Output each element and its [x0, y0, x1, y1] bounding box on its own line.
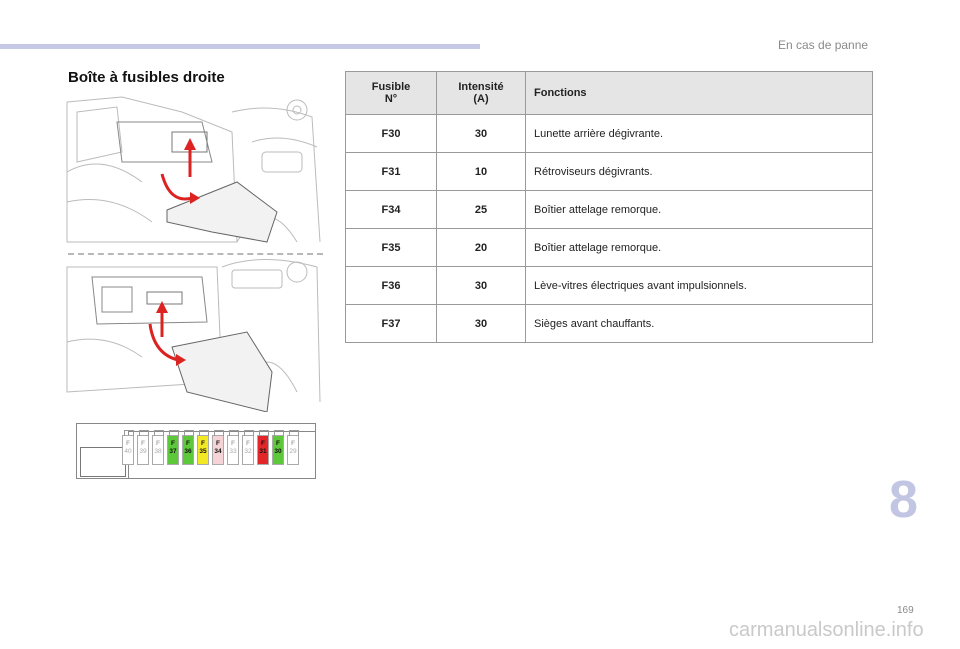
- fuse-label: 30: [274, 448, 282, 455]
- fuse-label: 37: [169, 448, 177, 455]
- relay-box: [80, 447, 126, 477]
- fuse-f31: [257, 435, 269, 465]
- fuse-cap: [139, 430, 149, 436]
- fuse-prefix: F: [276, 440, 280, 447]
- table-row: [346, 267, 873, 305]
- fuse-cap: [289, 430, 299, 436]
- chapter-number: 8: [889, 471, 918, 529]
- fuse-prefix: F: [171, 440, 175, 447]
- header-intensity: [437, 72, 526, 115]
- fuse-f40: [122, 435, 134, 465]
- table-row: [346, 229, 873, 267]
- fuse-function: Lunette arrière dégivrante.: [526, 115, 873, 153]
- fuse-cap: [154, 430, 164, 436]
- fuse-function: Lève-vitres électriques avant impulsionnels.: [526, 267, 873, 305]
- fuse-cap: [124, 430, 134, 436]
- header-functions: [526, 72, 873, 115]
- fuse-function: Rétroviseurs dégivrants.: [526, 153, 873, 191]
- header-fuse: [346, 72, 437, 115]
- table-row: [346, 115, 873, 153]
- fuse-f34: [212, 435, 224, 465]
- fuse-f37: [167, 435, 179, 465]
- fuse-f30: [272, 435, 284, 465]
- fuse-number: F31: [346, 153, 437, 191]
- fuse-f32: [242, 435, 254, 465]
- fuse-cap: [229, 430, 239, 436]
- header-intensity-label: Intensité (A): [458, 81, 504, 105]
- fuse-amperage: 25: [437, 191, 526, 229]
- header-functions-label: Fonctions: [534, 87, 587, 99]
- fuse-label: 32: [244, 448, 252, 455]
- fuse-row: [122, 435, 299, 465]
- fuse-number: F36: [346, 267, 437, 305]
- fuse-f36: [182, 435, 194, 465]
- fuse-prefix: F: [246, 440, 250, 447]
- fuse-amperage: 30: [437, 115, 526, 153]
- table-row: [346, 153, 873, 191]
- fuse-label: 36: [184, 448, 192, 455]
- fuse-cap: [259, 430, 269, 436]
- header-accent-bar: [0, 44, 480, 49]
- fuse-prefix: F: [201, 440, 205, 447]
- watermark: carmanualsonline.info: [729, 619, 924, 641]
- fuse-prefix: F: [186, 440, 190, 447]
- fuse-number: F35: [346, 229, 437, 267]
- fuse-prefix: F: [141, 440, 145, 447]
- fuse-function: Boîtier attelage remorque.: [526, 229, 873, 267]
- fuse-cap: [244, 430, 254, 436]
- fuse-number: F34: [346, 191, 437, 229]
- fuse-amperage: 30: [437, 305, 526, 343]
- fuse-number: F30: [346, 115, 437, 153]
- fuse-f33: [227, 435, 239, 465]
- fuse-label: 39: [139, 448, 147, 455]
- table-row: [346, 191, 873, 229]
- fuse-cap: [274, 430, 284, 436]
- fuse-amperage: 10: [437, 153, 526, 191]
- fuse-f39: [137, 435, 149, 465]
- dashed-divider: [68, 253, 323, 255]
- fuse-label: 33: [229, 448, 237, 455]
- fuse-f38: [152, 435, 164, 465]
- page-heading: Boîte à fusibles droite: [68, 69, 225, 86]
- fuse-prefix: F: [126, 440, 130, 447]
- fuse-f29: [287, 435, 299, 465]
- page-number: 169: [897, 605, 914, 616]
- fuse-cap: [184, 430, 194, 436]
- fuse-function: Sièges avant chauffants.: [526, 305, 873, 343]
- fuse-label: 35: [199, 448, 207, 455]
- fuse-label: 38: [154, 448, 162, 455]
- table-row: [346, 305, 873, 343]
- header-fuse-label: Fusible N°: [371, 81, 411, 105]
- fuse-cap: [169, 430, 179, 436]
- fuse-label: 34: [214, 448, 222, 455]
- fuse-prefix: F: [231, 440, 235, 447]
- fuse-prefix: F: [216, 440, 220, 447]
- fuse-prefix: F: [156, 440, 160, 447]
- fuse-cap: [214, 430, 224, 436]
- fuse-table: [345, 71, 873, 343]
- fuse-label: 40: [124, 448, 132, 455]
- fuse-function: Boîtier attelage remorque.: [526, 191, 873, 229]
- fuse-label: 31: [259, 448, 267, 455]
- table-header-row: [346, 72, 873, 115]
- section-title: En cas de panne: [778, 38, 869, 52]
- fuse-f35: [197, 435, 209, 465]
- fuse-prefix: F: [291, 440, 295, 447]
- fuse-prefix: F: [261, 440, 265, 447]
- fusebox-illustration: [62, 92, 327, 412]
- fuse-amperage: 20: [437, 229, 526, 267]
- fuse-label: 29: [289, 448, 297, 455]
- fuse-amperage: 30: [437, 267, 526, 305]
- fuse-strip-diagram: [76, 423, 316, 479]
- fuse-number: F37: [346, 305, 437, 343]
- fuse-cap: [199, 430, 209, 436]
